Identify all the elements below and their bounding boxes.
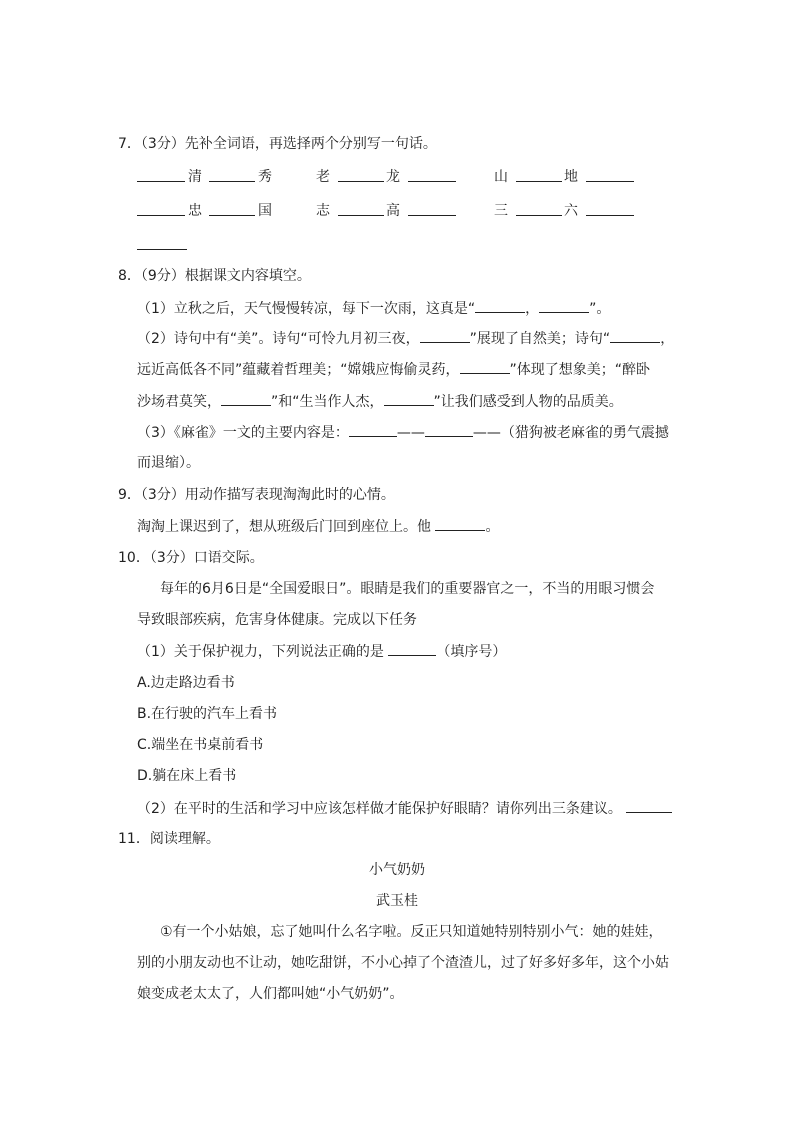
q7-blank[interactable] <box>209 201 255 222</box>
q8-text: —— <box>396 425 425 441</box>
q8-part3-line1 <box>137 422 669 443</box>
q8-text: ”让我们感受到人物的品质美。 <box>433 394 623 410</box>
story-author: 武玉桂 <box>376 893 418 909</box>
q7-blank[interactable] <box>408 201 456 222</box>
q7-blank[interactable] <box>137 201 185 222</box>
q10-blank[interactable] <box>388 641 436 656</box>
story-para1-line2: 别的小朋友动也不让动，她吃甜饼，不小心掉了个渣渣儿，过了好多好多年，这个小姑 <box>137 955 669 971</box>
q10-intro-line2: 导致眼部疾病，危害身体健康。完成以下任务 <box>137 612 417 628</box>
q8-stem: 8．（9分）根据课文内容填空。 <box>118 268 311 284</box>
q8-part1-end: ”。 <box>589 301 611 317</box>
q7-blank[interactable] <box>137 235 187 256</box>
q10-option-b: B.在行驶的汽车上看书 <box>137 706 278 722</box>
q8-text: 远近高低各不同”蕴藏着哲理美；“嫦娥应悔偷灵药， <box>137 362 460 378</box>
q10-option-d: D.躺在床上看书 <box>137 768 237 784</box>
q7-char: 三 <box>494 203 508 219</box>
q8-blank[interactable] <box>420 328 470 343</box>
q7-stem: 7．（3分）先补全词语，再选择两个分别写一句话。 <box>118 136 437 152</box>
q7-char: 清 <box>188 169 202 185</box>
q8-part3-line2: 而退缩）。 <box>137 455 200 471</box>
q9-text: 淘淘上课迟到了，想从班级后门回到座位上。他 <box>137 519 436 535</box>
q8-blank[interactable] <box>460 359 510 374</box>
q8-blank[interactable] <box>384 391 434 406</box>
q9-blank[interactable] <box>435 516 485 531</box>
q7-blank[interactable] <box>338 201 384 222</box>
q10-sub2 <box>137 798 672 819</box>
q8-part1-comma: ， <box>525 301 540 317</box>
q8-text: ”体现了想象美；“醉卧 <box>509 362 651 378</box>
q7-blank[interactable] <box>586 167 634 188</box>
q7-char: 山 <box>494 169 508 185</box>
q9-end: 。 <box>485 519 500 535</box>
q8-blank[interactable] <box>349 422 397 437</box>
q7-char: 老 <box>316 169 330 185</box>
q11-stem: 11．阅读理解。 <box>118 831 220 847</box>
q8-blank[interactable] <box>475 298 525 313</box>
q7-char: 秀 <box>258 169 272 185</box>
q7-char: 国 <box>258 203 272 219</box>
q8-text: （2）诗句中有“美”。诗句“可怜九月初三夜， <box>137 331 420 347</box>
q8-part2-line3 <box>137 391 623 412</box>
story-title: 小气奶奶 <box>369 862 425 878</box>
q7-char: 地 <box>564 169 578 185</box>
q8-text: ——（猎狗被老麻雀的勇气震撼 <box>472 425 669 441</box>
q8-part1 <box>137 298 610 319</box>
q8-text: 沙场君莫笑， <box>137 394 221 410</box>
story-para1-line3: 娘变成老太太了，人们都叫她“小气奶奶”。 <box>137 986 404 1002</box>
q10-option-c: C.端坐在书桌前看书 <box>137 737 264 753</box>
q9-stem: 9．（3分）用动作描写表现淘淘此时的心情。 <box>118 487 395 503</box>
q10-text: （2）在平时的生活和学习中应该怎样做才能保护好眼睛？请你列出三条建议。 <box>137 801 627 817</box>
q7-char: 忠 <box>188 203 202 219</box>
q8-blank[interactable] <box>221 391 271 406</box>
q7-char: 六 <box>564 203 578 219</box>
q8-text: ， <box>660 331 675 347</box>
q8-blank[interactable] <box>539 298 589 313</box>
q10-text: （1）关于保护视力，下列说法正确的是 <box>137 644 389 660</box>
q7-blank[interactable] <box>338 167 384 188</box>
q8-part1-text: （1）立秋之后，天气慢慢转凉，每下一次雨，这真是“ <box>137 301 476 317</box>
q10-text: （填序号） <box>436 644 507 660</box>
q8-part2-line1 <box>137 328 674 349</box>
q8-part2-line2 <box>137 359 650 380</box>
q8-text: ”展现了自然美；诗句“ <box>469 331 611 347</box>
q7-blank[interactable] <box>209 167 255 188</box>
q7-blank[interactable] <box>516 201 562 222</box>
q7-blank[interactable] <box>586 201 634 222</box>
q7-blank[interactable] <box>516 167 562 188</box>
q10-intro-line1: 每年的6月6日是“全国爱眼日”。眼睛是我们的重要器官之一，不当的用眼习惯会 <box>160 581 655 597</box>
q7-char: 龙 <box>386 169 400 185</box>
q9-body <box>137 516 499 537</box>
q10-blank[interactable] <box>626 798 672 813</box>
q10-sub1 <box>137 641 506 662</box>
q8-text: （3）《麻雀》一文的主要内容是： <box>137 425 349 441</box>
q10-stem: 10．（3分）口语交际。 <box>118 550 264 566</box>
q7-blank[interactable] <box>137 167 185 188</box>
q7-char: 志 <box>316 203 330 219</box>
story-para1-line1: ①有一个小姑娘，忘了她叫什么名字啦。反正只知道她特别特别小气：她的娃娃， <box>160 924 663 940</box>
q8-text: ”和“生当作人杰， <box>271 394 384 410</box>
q8-blank[interactable] <box>425 422 473 437</box>
q7-blank[interactable] <box>408 167 456 188</box>
q8-blank[interactable] <box>610 328 660 343</box>
q10-option-a: A.边走路边看书 <box>137 675 235 691</box>
q7-char: 高 <box>386 203 400 219</box>
